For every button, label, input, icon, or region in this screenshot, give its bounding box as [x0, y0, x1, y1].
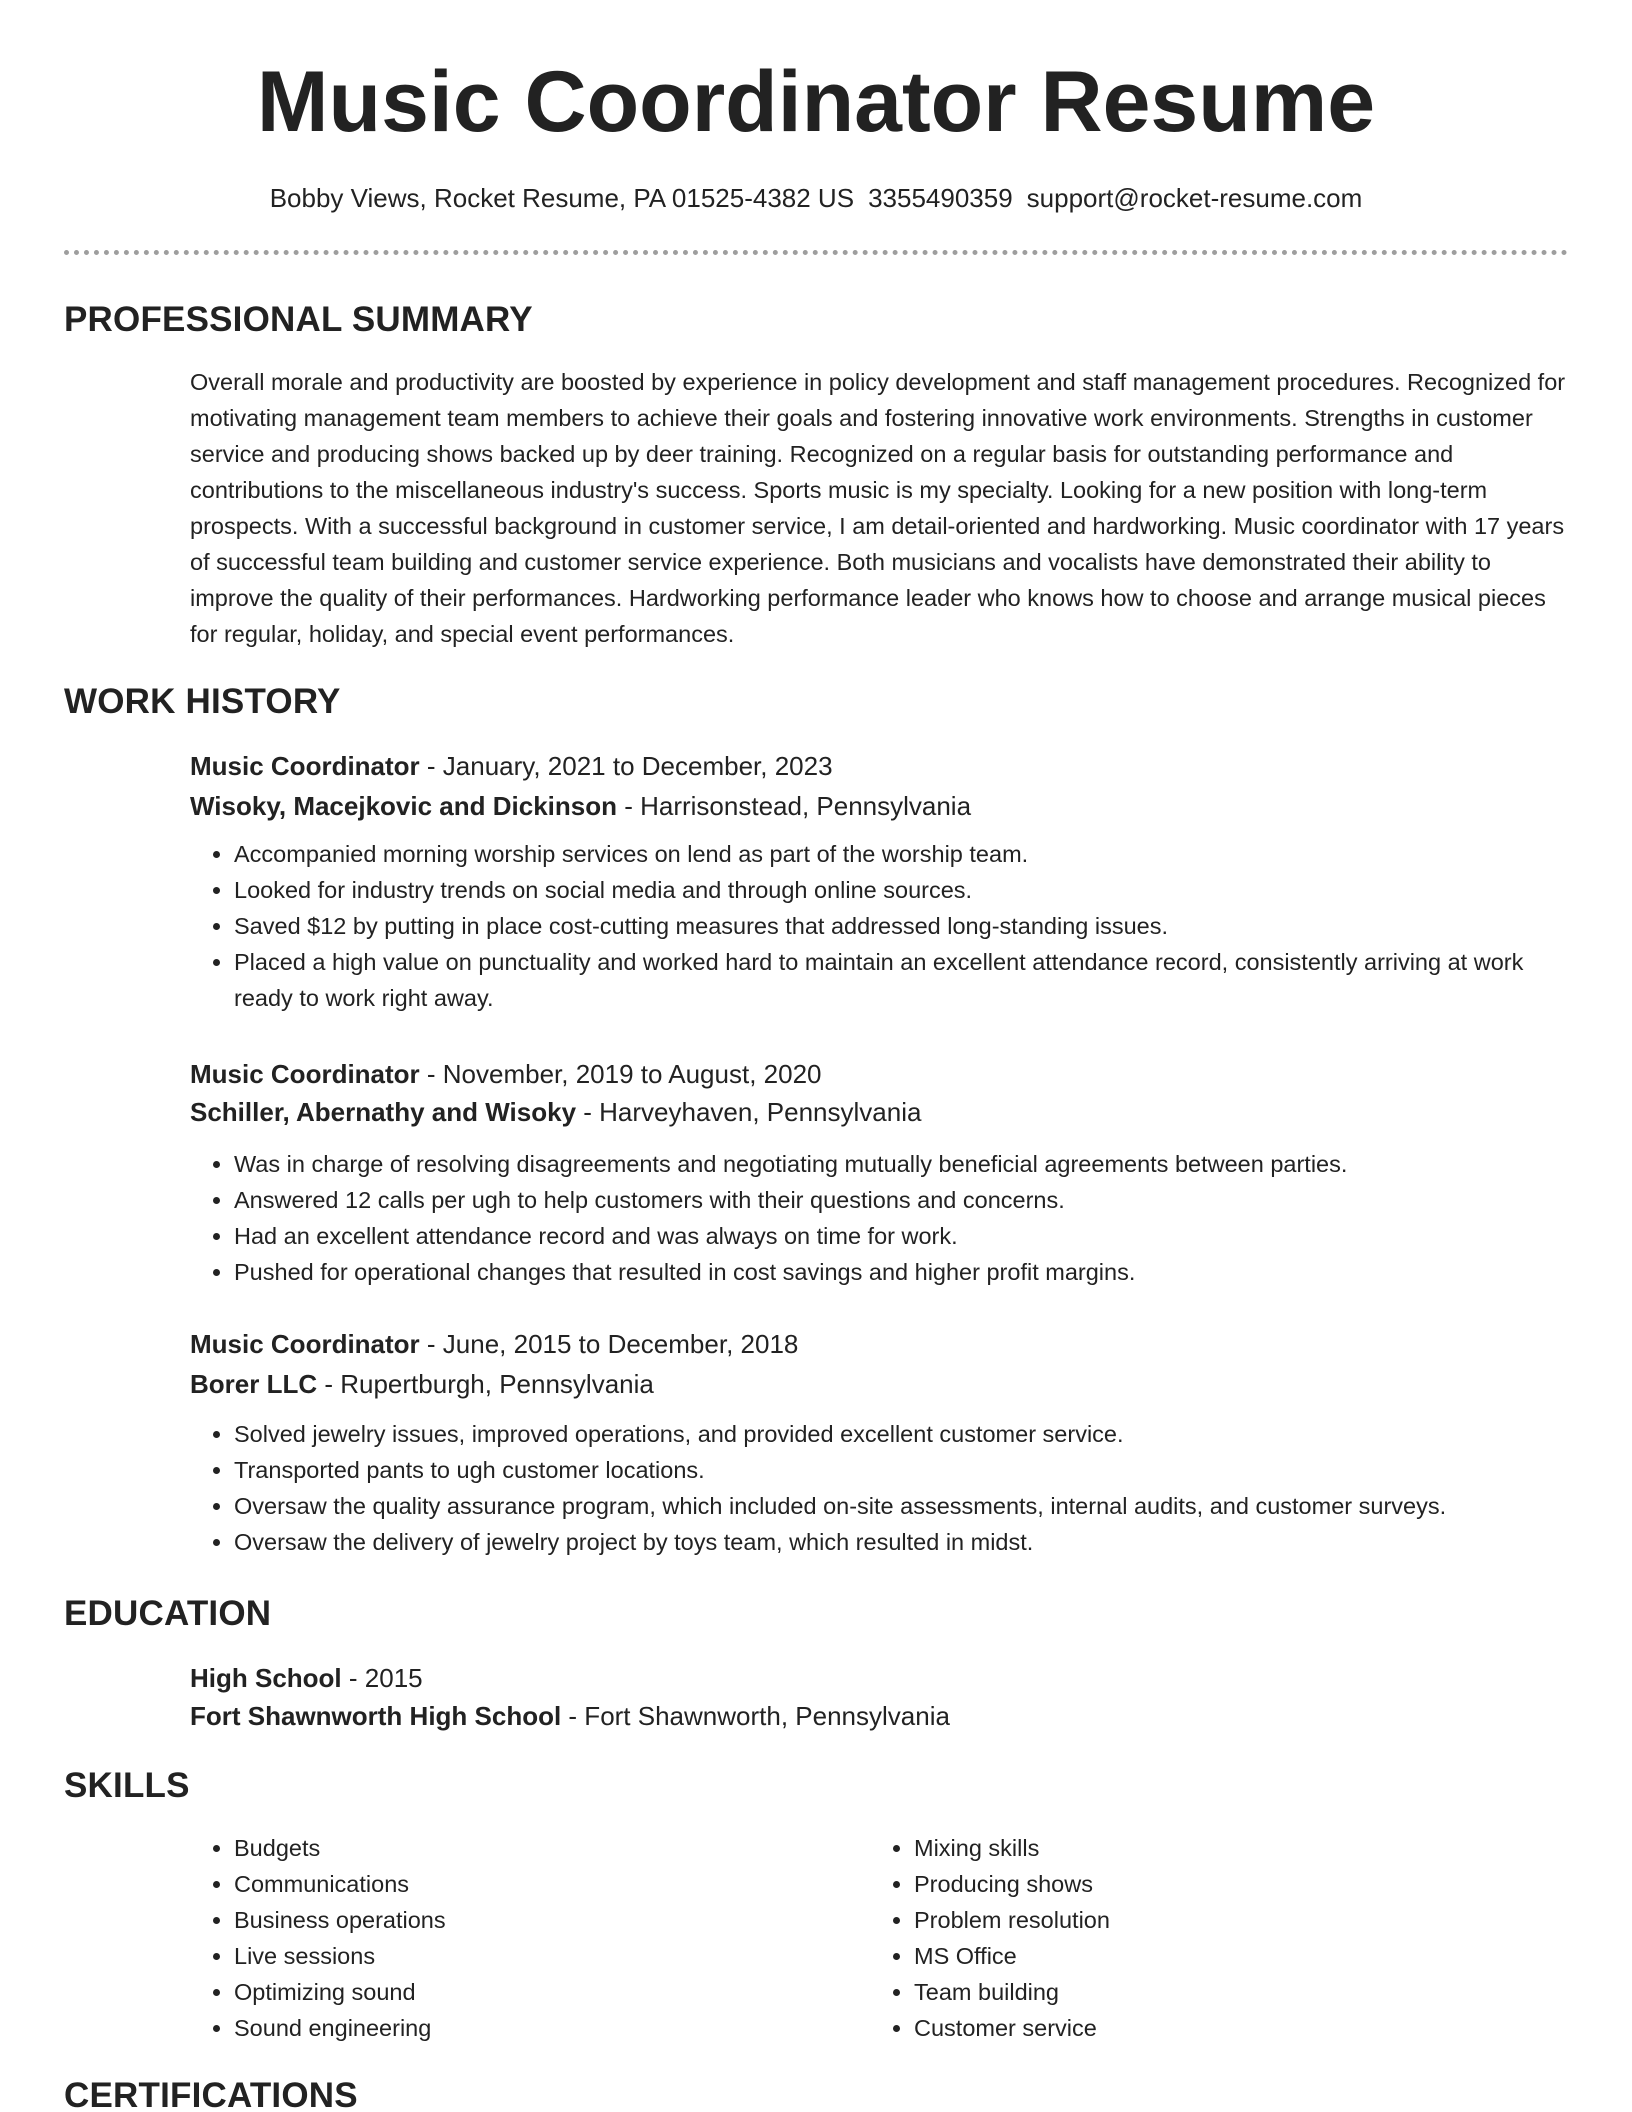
education-degree-line	[190, 1660, 1570, 1696]
job-bullets	[190, 1416, 1570, 1560]
skill-item: • Customer service	[914, 2010, 1534, 2046]
summary-text: Overall morale and productivity are boosted by experience in policy development and staff management procedures. Recognized for motivating management team members to achieve their goals and fostering innovative work environments. Strengths in customer service and producing shows backed up by deer training. Recognized on a regular basis for outstanding performance and contributions to the miscellaneous industry's success. Sports music is my specialty. Looking for a new position with long-term prospects. With a successful background in customer service, I am detail-oriented and hardworking. Music coordinator with 17 years of successful team building and customer service experience. Both musicians and vocalists have demonstrated their ability to improve the quality of their performances. Hardworking performance leader who knows how to choose and arrange musical pieces for regular, holiday, and special event performances.	[190, 369, 1566, 647]
job-bullet: • Transported pants to ugh customer locations.	[234, 1452, 1570, 1488]
job-title: Music Coordinator	[190, 1059, 420, 1089]
job-location: - Rupertburgh, Pennsylvania	[317, 1369, 654, 1399]
job-bullet: • Had an excellent attendance record and was always on time for work.	[234, 1218, 1570, 1254]
job-dates: - June, 2015 to December, 2018	[419, 1329, 799, 1359]
job-title-line	[190, 1326, 1570, 1362]
job-bullet: • Saved $12 by putting in place cost-cutting measures that addressed long-standing issues.	[234, 908, 1570, 944]
job-company-line	[190, 1366, 1570, 1402]
job-bullet: • Placed a high value on punctuality and worked hard to maintain an excellent attendance record, consistently arriving at work ready to work right away.	[234, 944, 1570, 1016]
skills-list-left	[190, 1830, 854, 2046]
skill-item: • Producing shows	[914, 1866, 1534, 1902]
skill-item: • MS Office	[914, 1938, 1534, 1974]
section-heading-summary: PROFESSIONAL SUMMARY	[64, 300, 533, 339]
contact-line	[0, 180, 1632, 216]
skill-item: • Sound engineering	[234, 2010, 854, 2046]
education-location: - Fort Shawnworth, Pennsylvania	[561, 1701, 950, 1731]
skill-item: • Problem resolution	[914, 1902, 1534, 1938]
skills-list-right	[870, 1830, 1534, 2046]
job-bullet: • Looked for industry trends on social media and through online sources.	[234, 872, 1570, 908]
section-heading-work-history: WORK HISTORY	[64, 682, 341, 721]
job-bullet: • Solved jewelry issues, improved operations, and provided excellent customer service.	[234, 1416, 1570, 1452]
section-heading-certifications: CERTIFICATIONS	[64, 2076, 358, 2112]
contact-address: Bobby Views, Rocket Resume, PA 01525-4382 US	[269, 183, 855, 213]
job-title: Music Coordinator	[190, 751, 420, 781]
job-company: Borer LLC	[190, 1369, 318, 1399]
skill-item: • Business operations	[234, 1902, 854, 1938]
job-bullet: • Oversaw the delivery of jewelry project by toys team, which resulted in midst.	[234, 1524, 1570, 1560]
education-school: Fort Shawnworth High School	[190, 1701, 562, 1731]
job-bullet: • Was in charge of resolving disagreements and negotiating mutually beneficial agreements between parties.	[234, 1146, 1570, 1182]
job-title: Music Coordinator	[190, 1329, 420, 1359]
skill-item: • Optimizing sound	[234, 1974, 854, 2010]
education-year: - 2015	[341, 1663, 423, 1693]
skill-item: • Mixing skills	[914, 1830, 1534, 1866]
job-company: Schiller, Abernathy and Wisoky	[190, 1097, 577, 1127]
section-heading-skills: SKILLS	[64, 1766, 190, 1805]
job-bullet: • Pushed for operational changes that resulted in cost savings and higher profit margins.	[234, 1254, 1570, 1290]
header-divider	[64, 250, 1568, 255]
job-company-line	[190, 788, 1570, 824]
contact-phone: 3355490359	[868, 183, 1013, 213]
education-entry	[190, 1660, 1570, 1734]
job-title-line	[190, 748, 1570, 784]
summary-block	[190, 364, 1570, 652]
job-bullet: • Accompanied morning worship services on lend as part of the worship team.	[234, 836, 1570, 872]
job-bullets	[190, 836, 1570, 1016]
job-location: - Harrisonstead, Pennsylvania	[616, 791, 972, 821]
job-dates: - January, 2021 to December, 2023	[419, 751, 833, 781]
contact-email: support@rocket-resume.com	[1026, 183, 1363, 213]
skill-item: • Budgets	[234, 1830, 854, 1866]
skill-item: • Communications	[234, 1866, 854, 1902]
job-entry	[190, 748, 1570, 1016]
resume-title: Music Coordinator Resume	[256, 54, 1376, 150]
skill-item: • Live sessions	[234, 1938, 854, 1974]
section-heading-education: EDUCATION	[64, 1594, 272, 1633]
job-company-line	[190, 1094, 1570, 1130]
job-bullets	[190, 1146, 1570, 1290]
job-bullet: • Answered 12 calls per ugh to help customers with their questions and concerns.	[234, 1182, 1570, 1218]
job-entry	[190, 1056, 1570, 1290]
job-title-line	[190, 1056, 1570, 1092]
skill-item: • Team building	[914, 1974, 1534, 2010]
job-dates: - November, 2019 to August, 2020	[419, 1059, 822, 1089]
job-bullet: • Oversaw the quality assurance program, which included on-site assessments, internal audits, and customer surveys.	[234, 1488, 1570, 1524]
education-degree: High School	[190, 1663, 342, 1693]
job-location: - Harveyhaven, Pennsylvania	[576, 1097, 922, 1127]
job-entry	[190, 1326, 1570, 1560]
education-school-line	[190, 1698, 1570, 1734]
job-company: Wisoky, Macejkovic and Dickinson	[190, 791, 617, 821]
